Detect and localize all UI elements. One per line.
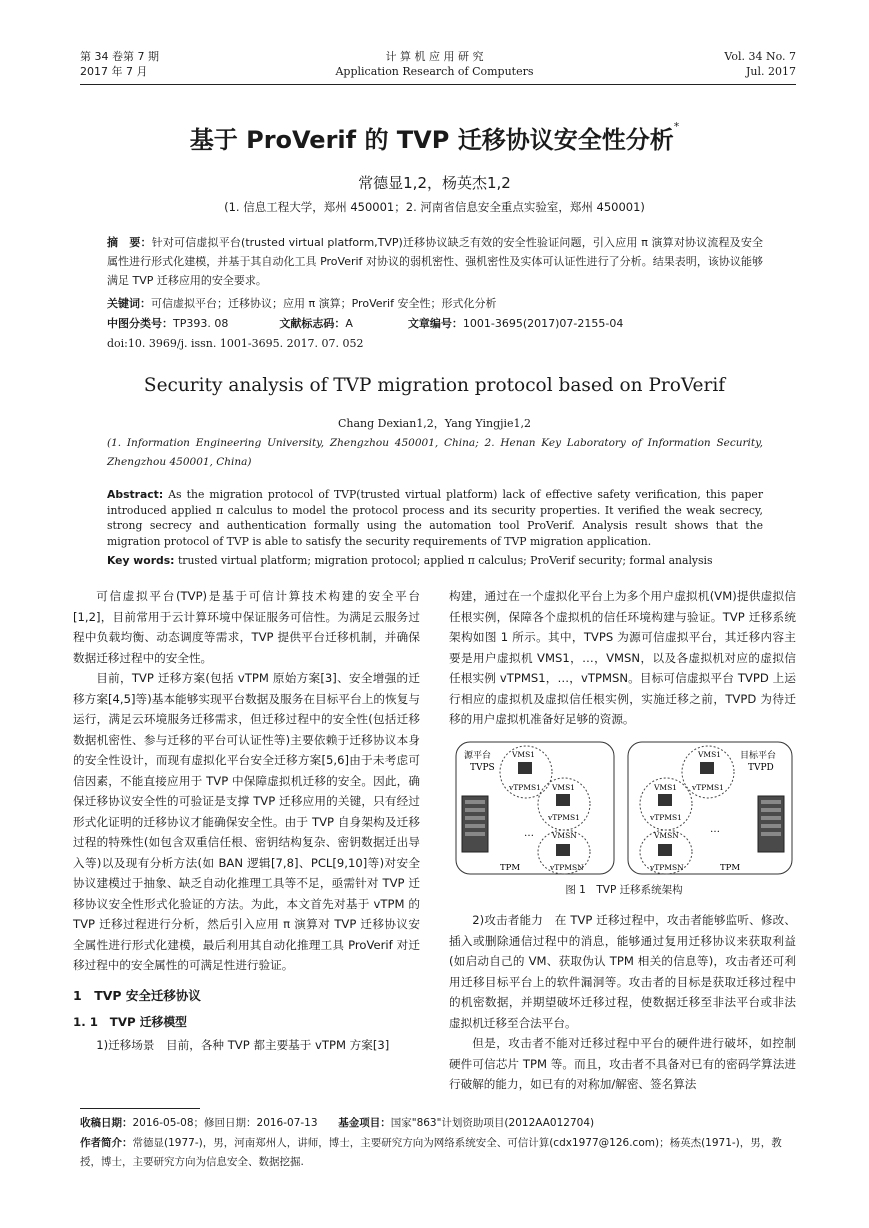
affiliation-en: (1. Information Engineering University, Zhengzhou 450001, China; 2. Henan Key Laboratory of Information Security, Zhengzhou 450001, China) — [107, 437, 763, 468]
vtpm-s1-label-2: vTPMS1 — [548, 813, 580, 822]
attacker-limits-paragraph: 但是，攻击者不能对迁移过程中平台的硬件进行破坏，如控制硬件可信芯片 TPM 等。而且，攻击者不具备对已有的密码学算法进行破解的能力，如已有的对称加/解密、签名算法 — [449, 1036, 796, 1091]
article-number-value: 1001-3695(2017)07-2155-04 — [462, 317, 624, 330]
subsection-heading-1-1: 1. 1 TVP 迁移模型 — [73, 1015, 187, 1029]
right-column-bottom — [449, 910, 796, 1095]
figure-caption: 图 1 TVP 迁移系统架构 — [565, 884, 683, 896]
footnote-authors — [80, 1134, 796, 1172]
footnote-dates — [80, 1114, 796, 1133]
vm-group-source-2 — [538, 778, 590, 830]
keywords-cn — [107, 294, 763, 313]
author-bio-value: 常德显(1977-)，男，河南郑州人，讲师，博士，主要研究方向为网络系统安全、可信计算(cdx1977@126.com)；杨英杰(1971-)，男，教授，博士，主要研究方向为信息安全、数据挖掘. — [80, 1137, 782, 1168]
keywords-en-label: Key words: — [107, 554, 175, 567]
tpm-source-label: TPM — [500, 863, 521, 873]
footnote-rule — [80, 1108, 200, 1109]
vm-d1-label: VMS1 — [654, 783, 678, 792]
keywords-label: 关键词： — [107, 297, 151, 310]
vm-group-source-1 — [500, 746, 552, 798]
source-platform-name: TVPS — [470, 763, 495, 773]
target-platform-name: TVPD — [748, 763, 774, 773]
abstract-en-label: Abstract: — [107, 488, 164, 501]
paper-title — [0, 120, 869, 155]
dates-label: 收稿日期： — [80, 1117, 133, 1129]
abstract-label: 摘 要： — [107, 236, 152, 249]
fund-label: 基金项目： — [338, 1117, 391, 1129]
issue-date-en: Jul. 2017 — [746, 65, 796, 78]
vm-s1-label-2: VMS1 — [552, 783, 576, 792]
vm-sn-label: VMSN — [552, 831, 577, 840]
abstract-cn — [107, 233, 763, 290]
issue-date: 2017 年 7 月 — [80, 65, 148, 78]
volume-issue-en: Vol. 34 No. 7 — [724, 50, 796, 63]
vtpm-d1-label: vTPMS1 — [650, 813, 682, 822]
authors-cn: 常德显1,2，杨英杰1,2 — [358, 174, 511, 192]
article-number-label: 文章编号： — [407, 317, 463, 330]
attacker-paragraph: 2)攻击者能力 在 TVP 迁移过程中，攻击者能够监听、修改、插入或删除通信过程中的消息，能够通过复用迁移协议来获取利益(如启动自己的 VM、获取伪认 TPM 相关的信息等)，攻击者还可利用迁移目标平台上的软件漏洞等。攻击者的目标是获取迁移过程中的机密数据，并期望破坏迁移过程，使数据迁移至非法平台或非法虚拟机迁移至合法平台。 — [449, 913, 796, 1030]
title-footnote-mark: * — [673, 120, 680, 133]
vm-group-target-n — [640, 830, 692, 874]
figure-tvp-migration-architecture — [452, 740, 796, 898]
dates-value: 2016-05-08；修回日期：2016-07-13 — [132, 1117, 318, 1129]
doi: doi:10. 3969/j. issn. 1001-3695. 2017. 07. 052 — [107, 337, 364, 350]
vtpm-s1-label: vTPMS1 — [509, 783, 541, 792]
fund-value: 国家"863"计划资助项目(2012AA012704) — [390, 1117, 595, 1129]
target-dots: … — [710, 824, 720, 835]
vtpm-d2-label: vTPMS1 — [692, 783, 724, 792]
vtpm-dn-label: vTPMSN — [650, 863, 684, 872]
tpm-target-label: TPM — [720, 863, 741, 873]
keywords-en-text: trusted virtual platform; migration protocol; applied π calculus; ProVerif security; formal analysis — [177, 554, 713, 567]
doc-code-label: 文献标志码： — [279, 317, 346, 330]
header-rule — [80, 84, 796, 85]
target-platform-label: 目标平台 — [740, 751, 777, 761]
section-heading-1: 1 TVP 安全迁移协议 — [73, 987, 201, 1003]
doc-code-value: A — [345, 317, 353, 330]
journal-name-cn: 计 算 机 应 用 研 究 — [385, 50, 484, 63]
abstract-text: 针对可信虚拟平台(trusted virtual platform,TVP)迁移协议缺乏有效的安全性验证问题，引入应用 π 演算对协议流程及安全属性进行形式化建模，并基于其自动化工具 ProVerif 对协议的弱机密性、强机密性及实体可认证性进行了分析。结果表明，该协议能够满足 TVP 迁移应用的安全要求。 — [107, 236, 764, 287]
clc-label: 中图分类号： — [107, 317, 173, 330]
abstract-en — [107, 487, 763, 549]
intro-paragraph-1: 可信虚拟平台(TVP)是基于可信计算技术构建的安全平台[1,2]，目前常用于云计算环境中保证服务可信性。为满足云服务过程中负载均衡、动态调度等需求，TVP 提供平台迁移机制，并确保数据迁移过程中的安全性。 — [73, 589, 420, 665]
vm-dn-label: VMSN — [654, 831, 679, 840]
paper-title-en: Security analysis of TVP migration protocol based on ProVerif — [143, 375, 726, 396]
keywords-text: 可信虚拟平台；迁移协议；应用 π 演算；ProVerif 安全性；形式化分析 — [151, 297, 497, 310]
intro-paragraph-2: 目前，TVP 迁移方案(包括 vTPM 原始方案[3]、安全增强的迁移方案[4,5]等)基本能够实现平台数据及服务在目标平台上的恢复与运行，满足云环境服务迁移需求，但迁移过程中的安全性(包括迁移数据机密性、参与迁移的平台可认证性等)主要依赖于迁移协议本身的安全性设计，而现有虚拟化平台安全迁移方案[5,6]由于未考虑可信因素，不能直接应用于 TVP 中保障虚拟机迁移的安全。因此，确保迁移协议安全性的可验证是支撑 TVP 迁移应用的关键，只有经过形式化证明的迁移协议才能确保安全性。由于 TVP 自身架构及迁移过程的特殊性(如包含双重信任根、密钥结构复杂、密钥数据迁出导入等)以及现有分析方法(如 BAN 逻辑[7,8]、PCL[9,10]等)对安全协议建模过于抽象、缺乏自动化推理工具等不足，亟需针对 TVP 迁移协议安全性形式化验证的方法。为此，本文首先对基于 vTPM 的 TVP 迁移过程进行分析，然后引入应用 π 演算对 TVP 迁移协议安全属性进行形式化建模，最后利用其自动化推理工具 ProVerif 对迁移过程中的安全属性的可满足性进行验证。 — [73, 671, 420, 972]
authors-en: Chang Dexian1,2，Yang Yingjie1,2 — [337, 417, 532, 430]
vm-group-source-n — [538, 830, 590, 874]
volume-issue: 第 34 卷第 7 期 — [80, 50, 159, 63]
clc-value: TP393. 08 — [173, 317, 229, 330]
source-platform-label: 源平台 — [464, 751, 492, 761]
journal-name-en: Application Research of Computers — [335, 65, 534, 78]
right-column-top — [449, 586, 796, 730]
left-column — [73, 586, 420, 1055]
author-bio-label: 作者简介： — [80, 1137, 133, 1149]
journal-volume-en — [724, 49, 796, 79]
keywords-en — [107, 551, 763, 570]
vm-d2-label: VMS1 — [698, 750, 722, 759]
affiliation-cn: (1. 信息工程大学，郑州 450001；2. 河南省信息安全重点实验室，郑州 450001) — [224, 200, 645, 214]
model-paragraph: 构建，通过在一个虚拟化平台上为多个用户虚拟机(VM)提供虚拟信任根实例，保障各个虚拟机的信任环境构建与验证。TVP 迁移系统架构如图 1 所示。其中，TVPS 为源可信虚拟平台，其迁移内容主要是用户虚拟机 VMS1，…，VMSN，以及各虚拟机对应的虚拟信任根实例 vTPMS1，…，vTPMSN。目标可信虚拟平台 TVPD 上运行相应的虚拟机及虚拟信任根实例，实施迁移之前，TVPD 为待迁移的用户虚拟机准备好足够的资源。 — [449, 589, 796, 726]
vm-group-target-2 — [682, 746, 734, 798]
server-icon-source — [462, 796, 488, 852]
classification — [107, 314, 763, 333]
abstract-en-text: As the migration protocol of TVP(trusted virtual platform) lack of effective safety verification, this paper introduced applied π calculus to model the protocol process and its security properties. It verified the weak secrecy, strong secrecy and authentication formally using the automation tool ProVerif. Analysis result shows that the migration protocol of TVP is able to satisfy the security requirements of TVP migration application. — [107, 488, 763, 548]
vtpm-sn-label: vTPMSN — [550, 863, 584, 872]
vm-s1-label: VMS1 — [512, 750, 536, 759]
title-text: 基于 ProVerif 的 TVP 迁移协议安全性分析 — [189, 126, 674, 154]
scenario-paragraph: 1)迁移场景 目前，各种 TVP 都主要基于 vTPM 方案[3] — [96, 1037, 390, 1052]
source-dots: … — [524, 828, 534, 839]
server-icon-target — [758, 796, 784, 852]
vm-group-target-1 — [640, 778, 692, 830]
